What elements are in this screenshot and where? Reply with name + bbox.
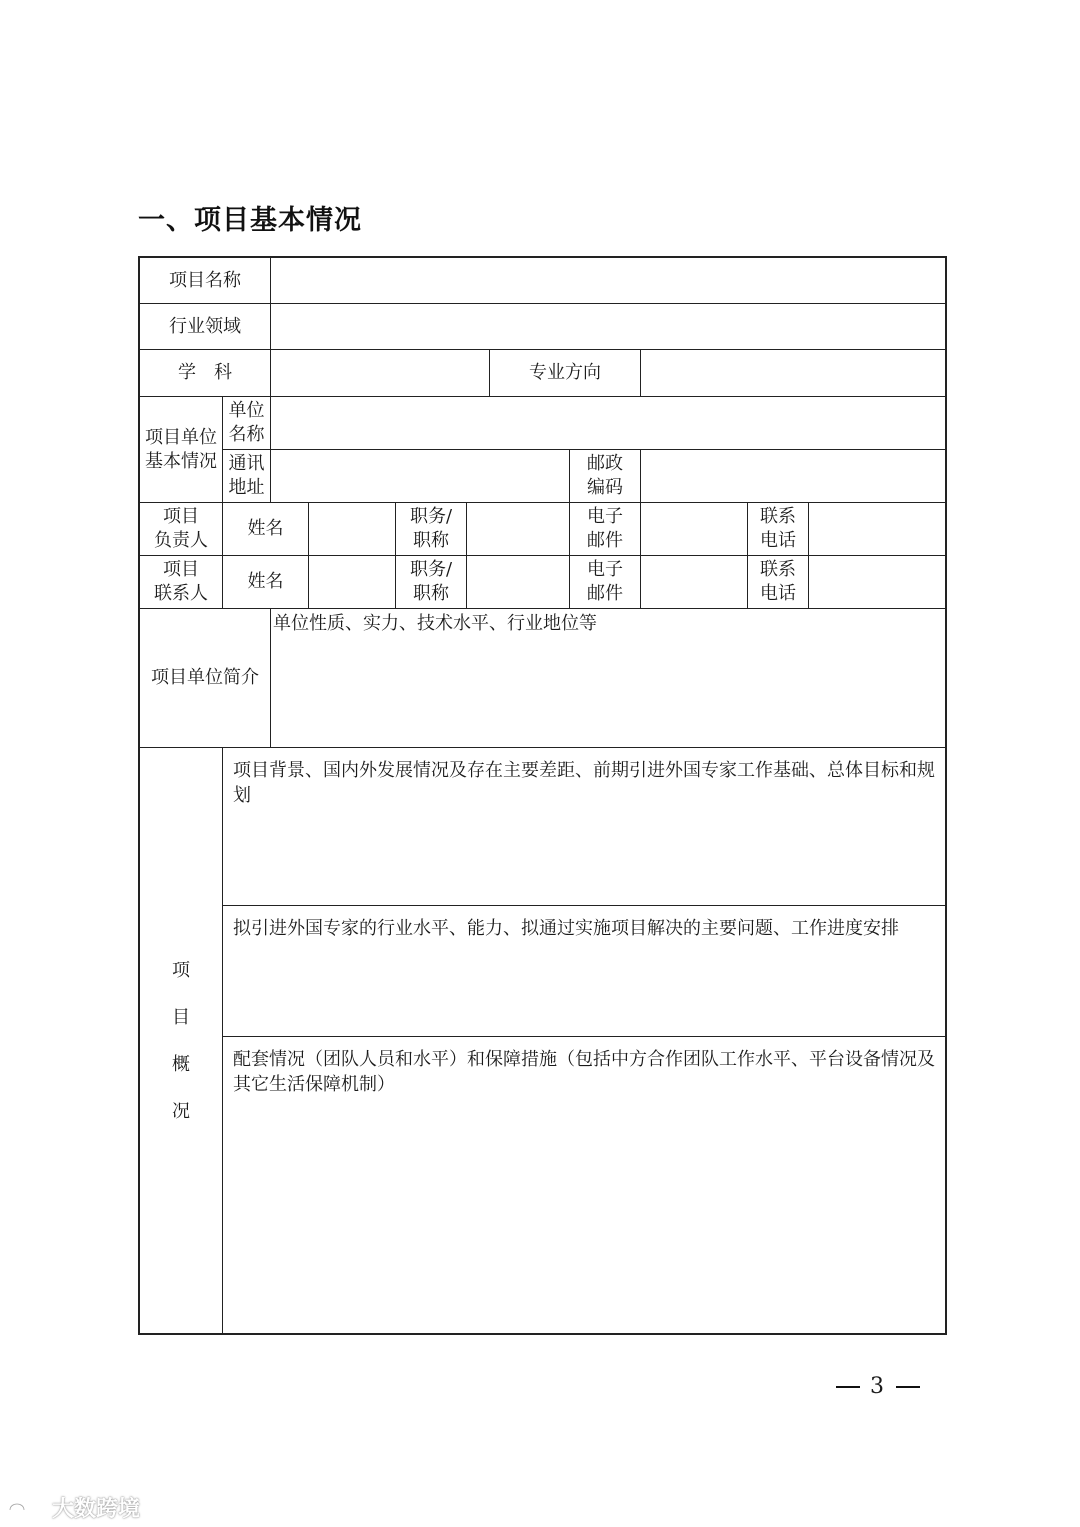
watermark xyxy=(6,1492,140,1523)
field-contact-name[interactable] xyxy=(309,556,396,609)
field-background[interactable] xyxy=(223,748,945,906)
label-contact-name: 姓名 xyxy=(223,556,309,609)
prompt-expert-plan: 拟引进外国专家的行业水平、能力、拟通过实施项目解决的主要问题、工作进度安排 xyxy=(233,918,899,939)
overview-char: 概 xyxy=(172,1053,190,1075)
field-unit-name[interactable] xyxy=(271,397,945,450)
label-contact-position: 职务/ 职称 xyxy=(396,556,467,609)
label-leader-phone: 联系 电话 xyxy=(748,503,809,556)
field-support[interactable] xyxy=(223,1037,945,1333)
label-leader: 项目 负责人 xyxy=(140,503,223,556)
prompt-support: 配套情况（团队人员和水平）和保障措施（包括中方合作团队工作水平、平台设备情况及其它生活保障机制） xyxy=(233,1049,935,1095)
label-contact-phone: 联系 电话 xyxy=(748,556,809,609)
label-overview xyxy=(140,748,223,1333)
field-contact-email[interactable] xyxy=(641,556,748,609)
overview-char: 项 xyxy=(172,959,190,981)
field-unit-intro[interactable] xyxy=(271,609,945,748)
label-postcode: 邮政 编码 xyxy=(570,450,641,503)
field-contact-position[interactable] xyxy=(467,556,570,609)
field-leader-phone[interactable] xyxy=(809,503,945,556)
section-heading: 一、项目基本情况 xyxy=(138,205,362,236)
field-leader-position[interactable] xyxy=(467,503,570,556)
label-leader-position: 职务/ 职称 xyxy=(396,503,467,556)
label-unit-basic: 项目单位 基本情况 xyxy=(140,397,223,503)
field-leader-email[interactable] xyxy=(641,503,748,556)
prompt-unit-intro: 单位性质、实力、技术水平、行业地位等 xyxy=(273,613,597,634)
label-unit-intro: 项目单位简介 xyxy=(140,609,271,748)
watermark-logo-icon xyxy=(6,1496,46,1520)
field-leader-name[interactable] xyxy=(309,503,396,556)
field-address[interactable] xyxy=(271,450,570,503)
label-industry: 行业领域 xyxy=(140,304,271,350)
label-leader-email: 电子 邮件 xyxy=(570,503,641,556)
field-project-name[interactable] xyxy=(271,258,945,304)
label-discipline: 学 科 xyxy=(140,350,271,397)
field-discipline[interactable] xyxy=(271,350,490,397)
label-project-name: 项目名称 xyxy=(140,258,271,304)
field-contact-phone[interactable] xyxy=(809,556,945,609)
field-specialty[interactable] xyxy=(641,350,945,397)
field-industry[interactable] xyxy=(271,304,945,350)
page-number: 3 xyxy=(826,1374,930,1399)
prompt-background: 项目背景、国内外发展情况及存在主要差距、前期引进外国专家工作基础、总体目标和规划 xyxy=(233,760,935,806)
overview-char: 目 xyxy=(172,1006,190,1028)
label-address: 通讯 地址 xyxy=(223,450,271,503)
field-postcode[interactable] xyxy=(641,450,945,503)
label-contact: 项目 联系人 xyxy=(140,556,223,609)
field-expert-plan[interactable] xyxy=(223,906,945,1037)
overview-char: 况 xyxy=(172,1100,190,1122)
watermark-text: 大数跨境 xyxy=(52,1497,141,1522)
label-leader-name: 姓名 xyxy=(223,503,309,556)
label-specialty: 专业方向 xyxy=(490,350,641,397)
label-contact-email: 电子 邮件 xyxy=(570,556,641,609)
project-info-form xyxy=(138,256,947,1335)
label-unit-name: 单位 名称 xyxy=(223,397,271,450)
